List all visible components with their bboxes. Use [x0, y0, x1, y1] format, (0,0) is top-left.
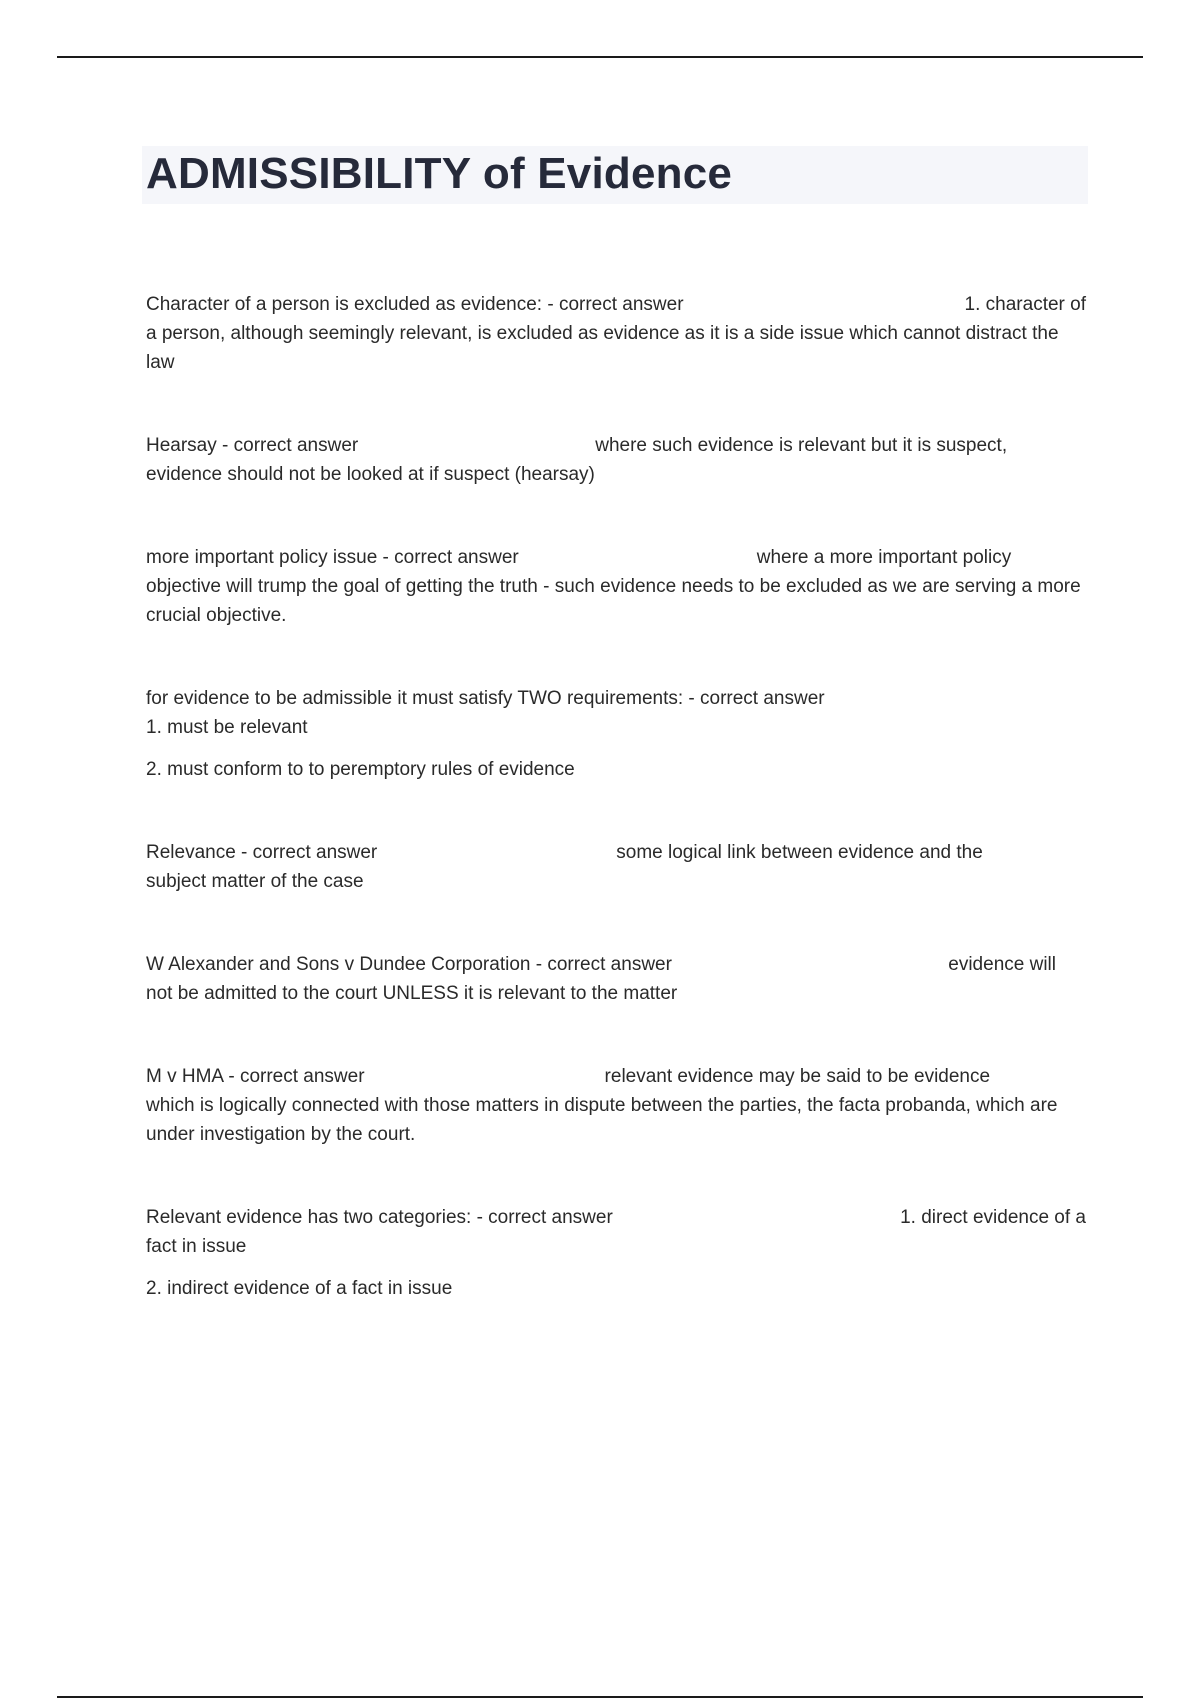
- flashcard: [146, 290, 1086, 377]
- flashcard: [146, 950, 1086, 1008]
- flashcard: [146, 838, 1086, 896]
- flashcard-answer-start: where such evidence is relevant but it is suspect,: [595, 435, 1008, 456]
- bottom-rule: [57, 1696, 1143, 1698]
- flashcard-answer: subject matter of the case: [146, 871, 364, 892]
- flashcard-term: Relevant evidence has two categories: - correct answer: [146, 1207, 613, 1228]
- flashcard-answer: not be admitted to the court UNLESS it is relevant to the matter: [146, 983, 678, 1004]
- flashcard: [146, 684, 1086, 784]
- flashcard: [146, 1062, 1086, 1149]
- flashcard-answer: objective will trump the goal of getting the truth - such evidence needs to be excluded as we are serving a more crucial objective.: [146, 576, 1081, 626]
- flashcard: [146, 431, 1086, 489]
- flashcard-first-line: [146, 1062, 1086, 1091]
- flashcard-answer-start: 1. direct evidence of a: [900, 1207, 1086, 1228]
- flashcard: [146, 1203, 1086, 1303]
- flashcard-first-line: [146, 950, 1086, 979]
- flashcard-list: [146, 290, 1086, 1357]
- page-title: ADMISSIBILITY of Evidence: [146, 149, 733, 198]
- flashcard-answer-start: where a more important policy: [756, 547, 1012, 568]
- flashcard-answer: evidence should not be looked at if suspect (hearsay): [146, 464, 595, 485]
- flashcard-first-line: [146, 431, 1086, 460]
- flashcard-first-line: [146, 290, 1086, 319]
- flashcard-term: Hearsay - correct answer: [146, 435, 359, 456]
- flashcard-term: for evidence to be admissible it must satisfy TWO requirements: - correct answer: [146, 688, 825, 709]
- flashcard-answer-item: 2. must conform to to peremptory rules of evidence: [146, 759, 575, 780]
- top-rule: [57, 56, 1143, 58]
- flashcard-term: M v HMA - correct answer: [146, 1066, 365, 1087]
- flashcard-answer: a person, although seemingly relevant, is excluded as evidence as it is a side issue which cannot distract the law: [146, 323, 1059, 373]
- flashcard-answer-item: 2. indirect evidence of a fact in issue: [146, 1278, 453, 1299]
- flashcard-term: more important policy issue - correct answer: [146, 547, 519, 568]
- flashcard-first-line: [146, 1203, 1086, 1232]
- flashcard-first-line: [146, 543, 1086, 572]
- flashcard-first-line: [146, 838, 1086, 867]
- flashcard-term: Relevance - correct answer: [146, 842, 378, 863]
- flashcard-answer-start: 1. character of: [964, 294, 1086, 315]
- flashcard-answer-start: some logical link between evidence and the: [616, 842, 983, 863]
- flashcard-answer: which is logically connected with those matters in dispute between the parties, the facta probanda, which are under investigation by the court.: [146, 1095, 1058, 1145]
- flashcard-answer-start: evidence will: [948, 954, 1056, 975]
- flashcard: [146, 543, 1086, 630]
- flashcard-answer: fact in issue: [146, 1236, 247, 1257]
- flashcard-answer-start: relevant evidence may be said to be evidence: [604, 1066, 991, 1087]
- flashcard-term: Character of a person is excluded as evidence: - correct answer: [146, 294, 684, 315]
- flashcard-term: W Alexander and Sons v Dundee Corporation - correct answer: [146, 954, 672, 975]
- flashcard-answer-item: 1. must be relevant: [146, 717, 308, 738]
